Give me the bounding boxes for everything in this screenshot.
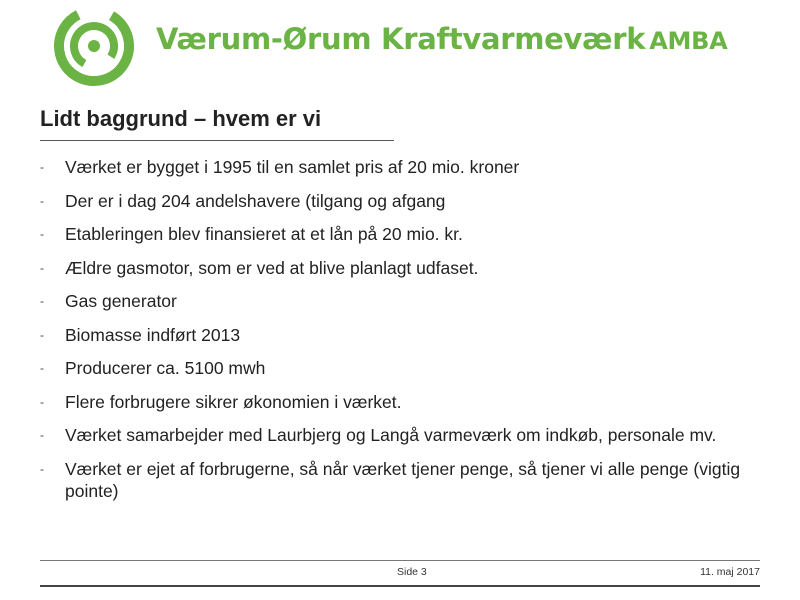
bullet-text: Værket er ejet af forbrugerne, så når værket tjener penge, så tjener vi alle penge (vigtig pointe) [65,458,741,501]
list-item [40,223,760,245]
company-logo-icon [50,2,138,90]
bullet-text: Etableringen blev finansieret at et lån på 20 mio. kr. [65,224,463,244]
list-item [40,357,760,379]
footer-divider-bottom [40,585,760,587]
bullet-text: Biomasse indført 2013 [65,324,241,345]
bullet-marker: - [40,193,44,208]
page-number: Side 3 [397,566,427,578]
bullet-text: Værket er bygget i 1995 til en samlet pris af 20 mio. kroner [65,157,520,177]
company-name [156,22,727,56]
bullet-marker: - [40,260,44,275]
list-item [40,458,760,502]
company-name-text: Værum-Ørum Kraftvarmeværk [156,22,646,56]
footer-divider-top [40,560,760,561]
slide-title: Lidt baggrund – hvem er vi [40,106,322,131]
title-underline [40,140,394,141]
bullet-marker: - [40,160,44,174]
footer-date: 11. maj 2017 [700,566,760,578]
company-suffix: AMBA [649,27,728,55]
bullet-text: Flere forbrugere sikrer økonomien i værket. [65,391,402,412]
bullet-text: Producerer ca. 5100 mwh [65,358,266,378]
list-item [40,257,760,279]
bullet-text: Der er i dag 204 andelshavere (tilgang og afgang [65,190,446,211]
list-item [40,156,760,178]
bullet-marker: - [40,394,44,409]
bullet-marker: - [40,294,44,308]
bullet-text: Gas generator [65,291,177,311]
bullet-marker: - [40,227,44,241]
bullet-text: Værket samarbejder med Laurbjerg og Langå varmeværk om indkøb, personale mv. [65,425,717,445]
bullet-marker: - [40,327,44,342]
bullet-marker: - [40,361,44,375]
list-item [40,391,760,413]
bullet-marker: - [40,428,44,442]
bullet-list [40,156,760,513]
list-item [40,190,760,212]
list-item [40,324,760,346]
list-item [40,290,760,312]
list-item [40,424,760,446]
bullet-marker: - [40,461,44,476]
bullet-text: Ældre gasmotor, som er ved at blive planlagt udfaset. [65,257,479,278]
